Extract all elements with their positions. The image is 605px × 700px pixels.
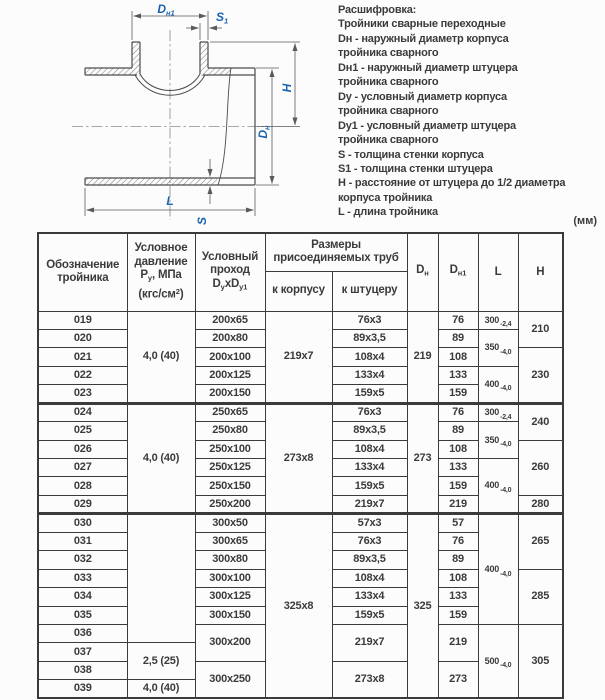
cell-designation: 020 [38, 329, 127, 347]
cell-dn1: 76 [438, 532, 478, 550]
col-header-designation: Обозначение тройника [38, 233, 127, 311]
cell-branch-pipe: 108x4 [332, 348, 407, 366]
cell-branch-pipe: 159x5 [332, 606, 407, 624]
cell-designation: 026 [38, 440, 127, 458]
cell-dn1: 133 [438, 588, 478, 606]
legend-line: тройника сварного [338, 105, 439, 118]
cell-l: $400_{-4,0}$ [478, 459, 518, 514]
cell-dn1: 108 [438, 440, 478, 458]
legend-line: L - длина тройника [338, 206, 438, 219]
cell-dn1: 57 [438, 514, 478, 532]
cell-branch-pipe: 159x5 [332, 385, 407, 403]
cell-branch-pipe: 108x4 [332, 569, 407, 587]
label-dn: $D_н$ [256, 125, 272, 139]
legend-line: Dу1 - условный диаметр штуцера [338, 119, 516, 132]
label-l: L [166, 194, 174, 208]
cell-branch-pipe: 159x5 [332, 477, 407, 495]
cell-designation: 027 [38, 459, 127, 477]
cell-dn1: 133 [438, 459, 478, 477]
legend-line: тройника сварного [338, 76, 439, 89]
cell-l: $300_{-2,4}$ [478, 403, 518, 421]
cell-designation: 030 [38, 514, 127, 532]
cell-branch-pipe: 133x4 [332, 459, 407, 477]
legend-title: Расшифровка: [338, 4, 417, 16]
col-header-to-branch: к штуцеру [332, 271, 407, 311]
cell-l: $400_{-4,0}$ [478, 366, 518, 403]
cell-branch-pipe: 133x4 [332, 366, 407, 384]
legend-line: Dн - наружный диаметр корпуса [338, 32, 509, 45]
cell-dn1: 133 [438, 366, 478, 384]
cell-bore: 200x100 [195, 348, 265, 366]
cell-h: 265 [518, 514, 563, 569]
cell-designation: 021 [38, 348, 127, 366]
col-header-bore: Условный проход $D_уxD_{у1}$ [195, 233, 265, 311]
cell-dn1: 76 [438, 311, 478, 329]
centerlines [72, 30, 268, 220]
cell-bore: 300x250 [195, 661, 265, 698]
cell-bore: 300x65 [195, 532, 265, 550]
cell-dn: 273 [407, 403, 438, 514]
cell-dn1: 273 [438, 661, 478, 698]
col-header-pipe-sizes: Размеры присоединяемых труб [265, 233, 407, 271]
label-s: S [195, 216, 209, 226]
legend [338, 3, 604, 220]
cell-bore: 200x65 [195, 311, 265, 329]
cell-bore: 300x150 [195, 606, 265, 624]
cell-bore: 300x50 [195, 514, 265, 532]
legend-line: H - расстояние от штуцера до 1/2 диаметра [338, 177, 566, 190]
cell-bore: 300x100 [195, 569, 265, 587]
cell-pressure: 4,0 (40) [127, 403, 195, 514]
cell-designation: 038 [38, 661, 127, 679]
cell-branch-pipe: 273x8 [332, 661, 407, 698]
col-header-dn: $D_н$ [407, 233, 438, 311]
cell-branch-pipe: 89x3,5 [332, 551, 407, 569]
cell-designation: 022 [38, 366, 127, 384]
cell-designation: 019 [38, 311, 127, 329]
cell-bore: 250x125 [195, 459, 265, 477]
label-h: H [280, 83, 294, 93]
col-header-pressure: Условное давление $P_у$, МПа $(кгс/см^2)$ [127, 233, 195, 311]
legend-line: Тройники сварные переходные [338, 18, 506, 31]
col-header-l: L [478, 233, 518, 311]
cell-l: $300_{-2,4}$ [478, 311, 518, 329]
cell-pressure: 4,0 (40) [127, 680, 195, 698]
cell-dn1: 89 [438, 329, 478, 347]
cell-branch-pipe: 57x3 [332, 514, 407, 532]
cell-designation: 033 [38, 569, 127, 587]
col-header-dn1: $D_{н1}$ [438, 233, 478, 311]
cell-branch-pipe: 89x3,5 [332, 329, 407, 347]
cell-dn1: 159 [438, 385, 478, 403]
table-row [38, 403, 563, 421]
cell-designation: 025 [38, 422, 127, 440]
cell-bore: 250x100 [195, 440, 265, 458]
cell-pressure: 2,5 (25) [127, 643, 195, 680]
cell-bore: 300x80 [195, 551, 265, 569]
cell-dn1: 108 [438, 569, 478, 587]
legend-line: тройника сварного [338, 47, 439, 60]
cell-dn1: 76 [438, 403, 478, 421]
cell-designation: 029 [38, 495, 127, 513]
cell-dn1: 89 [438, 551, 478, 569]
cell-branch-pipe: 219x7 [332, 495, 407, 513]
cell-pressure [127, 514, 195, 643]
cell-body-pipe: 219x7 [265, 311, 332, 403]
cell-branch-pipe: 76x3 [332, 532, 407, 550]
cell-l: $350_{-4,0}$ [478, 422, 518, 459]
dimensions-table [37, 232, 564, 699]
legend-line: Dн1 - наружный диаметр штуцера [338, 61, 518, 74]
table-row [38, 514, 563, 532]
legend-line: S1 - толщина стенки штуцера [338, 162, 493, 175]
label-s1: $S_1$ [216, 10, 229, 26]
cell-branch-pipe: 76x3 [332, 403, 407, 421]
cell-branch-pipe: 76x3 [332, 311, 407, 329]
cell-designation: 039 [38, 680, 127, 698]
cell-h: 280 [518, 495, 563, 513]
cell-bore: 200x150 [195, 385, 265, 403]
legend-line: тройника сварного [338, 134, 439, 147]
cell-branch-pipe: 108x4 [332, 440, 407, 458]
cell-dn1: 159 [438, 606, 478, 624]
cell-dn1: 219 [438, 624, 478, 661]
cell-bore: 200x125 [195, 366, 265, 384]
legend-line: корпуса тройника [338, 191, 433, 204]
cell-dn1: 159 [438, 477, 478, 495]
cell-h: 230 [518, 348, 563, 403]
cell-l: $500_{-4,0}$ [478, 624, 518, 698]
cell-designation: 032 [38, 551, 127, 569]
cell-designation: 031 [38, 532, 127, 550]
col-header-h: H [518, 233, 563, 311]
cell-designation: 024 [38, 403, 127, 421]
cell-pressure: 4,0 (40) [127, 311, 195, 403]
cell-l: $350_{-4,0}$ [478, 329, 518, 366]
unit-note: (мм) [573, 215, 597, 227]
cell-h: 260 [518, 440, 563, 495]
cell-dn: 325 [407, 514, 438, 698]
cell-bore: 300x200 [195, 624, 265, 661]
cell-h: 240 [518, 403, 563, 440]
cell-dn1: 108 [438, 348, 478, 366]
cell-bore: 200x80 [195, 329, 265, 347]
legend-line: S - толщина стенки корпуса [338, 148, 484, 161]
cell-dn1: 89 [438, 422, 478, 440]
cell-designation: 036 [38, 624, 127, 642]
cell-h: 285 [518, 569, 563, 624]
cell-designation: 023 [38, 385, 127, 403]
cell-bore: 250x200 [195, 495, 265, 513]
col-header-to-body: к корпусу [265, 271, 332, 311]
table-row [38, 311, 563, 329]
cell-bore: 300x125 [195, 588, 265, 606]
cell-designation: 035 [38, 606, 127, 624]
cell-dn: 219 [407, 311, 438, 403]
cell-body-pipe: 325x8 [265, 514, 332, 698]
cell-dn1: 219 [438, 495, 478, 513]
cell-branch-pipe: 89x3,5 [332, 422, 407, 440]
cell-l: $400_{-4,0}$ [478, 514, 518, 625]
cell-branch-pipe: 219x7 [332, 624, 407, 661]
cell-designation: 037 [38, 643, 127, 661]
cell-bore: 250x65 [195, 403, 265, 421]
label-dn1: $D_{н1}$ [157, 2, 175, 18]
cell-designation: 034 [38, 588, 127, 606]
cell-h: 210 [518, 311, 563, 348]
cell-h: 305 [518, 624, 563, 698]
cell-bore: 250x80 [195, 422, 265, 440]
cell-bore: 250x150 [195, 477, 265, 495]
legend-line: Dу - условный диаметр корпуса [338, 90, 507, 103]
tee-fitting-drawing [0, 0, 340, 232]
cell-designation: 028 [38, 477, 127, 495]
cell-body-pipe: 273x8 [265, 403, 332, 514]
cell-branch-pipe: 133x4 [332, 588, 407, 606]
